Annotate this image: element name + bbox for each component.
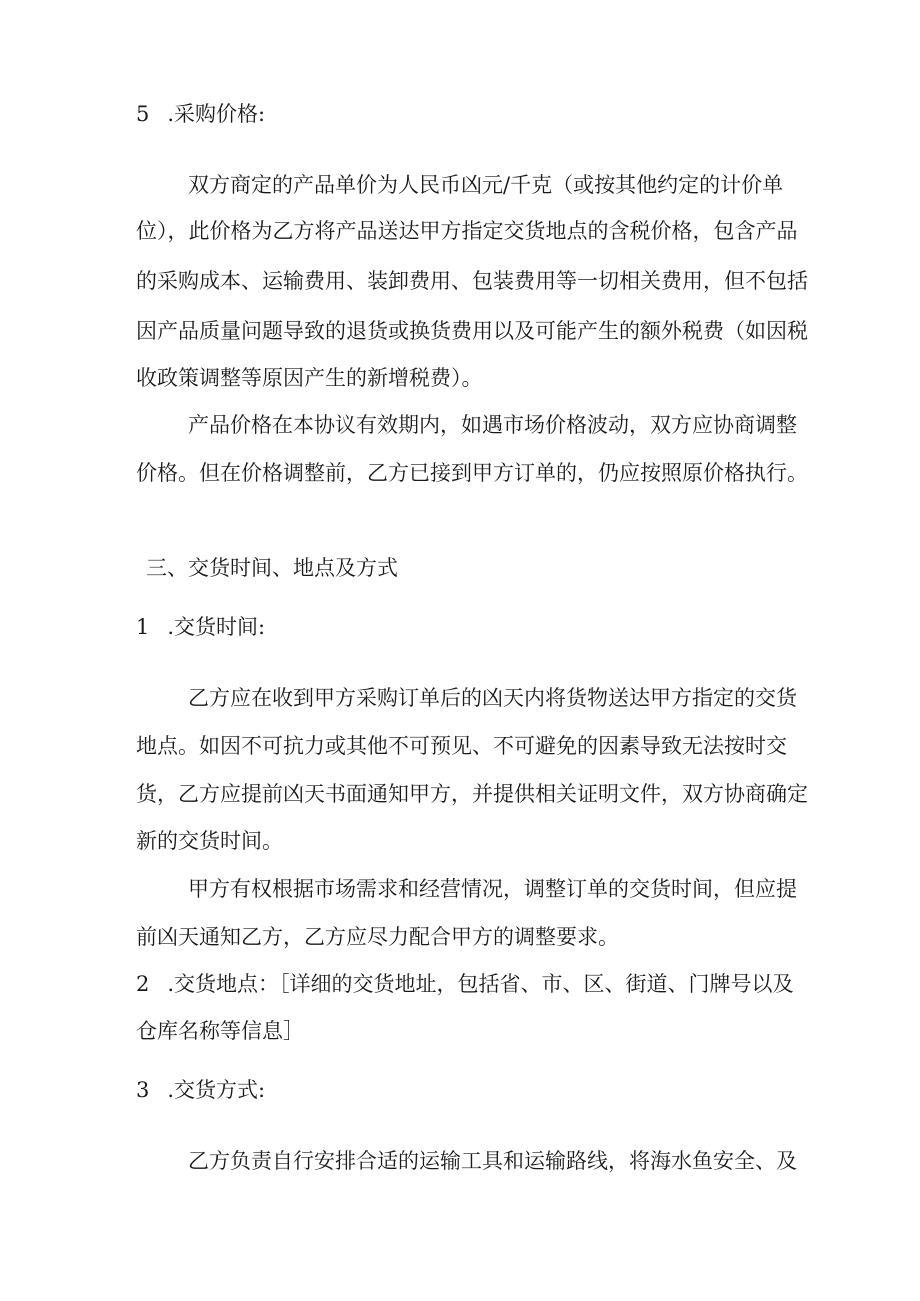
item2-number: 2: [136, 972, 150, 996]
section5-heading: [136, 99, 265, 129]
item3-heading: [136, 1075, 265, 1105]
item3-number: 3: [136, 1078, 150, 1102]
item1-title: .交货时间:: [167, 615, 266, 639]
price-para1-line2: 位），此价格为乙方将产品送达甲方指定交货地点的含税价格，包含产品: [136, 219, 798, 243]
price-para1-line1: 双方商定的产品单价为人民币凶元/千克（或按其他约定的计价单: [188, 173, 784, 197]
chapter3-heading: 三、交货时间、地点及方式: [146, 556, 398, 580]
item1-heading: [136, 612, 265, 642]
item1-number: 1: [136, 615, 150, 639]
price-para1-line3: 的采购成本、运输费用、装卸费用、包装费用等一切相关费用，但不包括: [136, 269, 808, 293]
price-para1-line4: 因产品质量问题导致的退货或换货费用以及可能产生的额外税费（如因税: [136, 319, 808, 343]
item2-text: .交货地点：［详细的交货地址，包括省、市、区、街道、门牌号以及: [167, 972, 794, 996]
price-para2-line1: 产品价格在本协议有效期内，如遇市场价格波动，双方应协商调整: [188, 413, 797, 437]
method-para1-line1: 乙方负责自行安排合适的运输工具和运输路线，将海水鱼安全、及: [188, 1149, 797, 1173]
price-para2-line2: 价格。但在价格调整前，乙方已接到甲方订单的，仍应按照原价格执行。: [136, 461, 808, 485]
item2-line2: 仓库名称等信息］: [136, 1019, 304, 1043]
price-para1-line5: 收政策调整等原因产生的新增税费）。: [136, 366, 483, 390]
section5-number: 5: [136, 102, 150, 126]
item2-line1: [136, 969, 794, 999]
section5-title: .采购价格:: [167, 102, 266, 126]
time-para2-line2: 前凶天通知乙方，乙方应尽力配合甲方的调整要求。: [136, 925, 619, 949]
time-para1-line2: 地点。如因不可抗力或其他不可预见、不可避免的因素导致无法按时交: [136, 734, 787, 758]
time-para2-line1: 甲方有权根据市场需求和经营情况，调整订单的交货时间，但应提: [188, 877, 797, 901]
time-para1-line1: 乙方应在收到甲方采购订单后的凶天内将货物送达甲方指定的交货: [188, 686, 797, 710]
item3-title: .交货方式:: [167, 1078, 266, 1102]
time-para1-line4: 新的交货时间。: [136, 829, 283, 853]
time-para1-line3: 货，乙方应提前凶天书面通知甲方，并提供相关证明文件，双方协商确定: [136, 782, 808, 806]
